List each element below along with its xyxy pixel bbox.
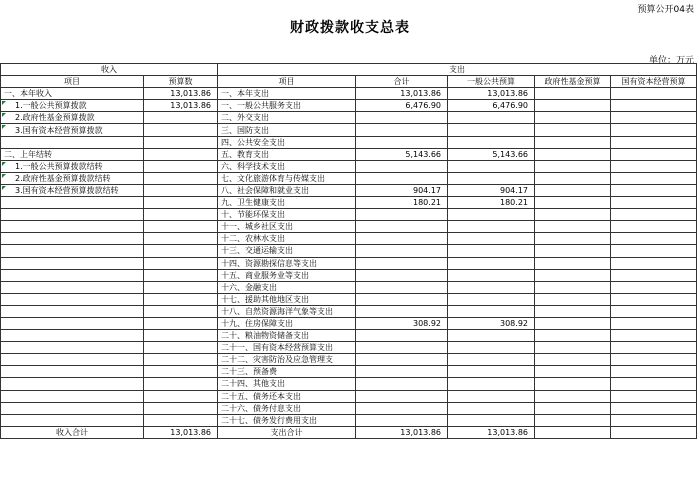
income-item-cell <box>1 402 144 414</box>
state-capital-cell <box>611 305 697 317</box>
state-capital-cell <box>611 136 697 148</box>
general-budget-cell <box>448 112 535 124</box>
income-item-cell: 3.国有资本经营预算拨款结转 <box>1 184 144 196</box>
fund-budget-cell <box>535 209 611 221</box>
state-capital-cell <box>611 414 697 426</box>
state-capital-cell <box>611 148 697 160</box>
income-budget-cell <box>144 160 218 172</box>
general-budget-cell: 5,143.66 <box>448 148 535 160</box>
total-cell <box>356 124 448 136</box>
income-item-cell <box>1 136 144 148</box>
table-row <box>1 342 697 354</box>
income-budget-cell <box>144 342 218 354</box>
income-budget-cell <box>144 136 218 148</box>
fund-budget-cell <box>535 160 611 172</box>
income-budget-cell <box>144 233 218 245</box>
expense-item-cell: 二十六、债务付息支出 <box>218 402 356 414</box>
income-item-cell <box>1 293 144 305</box>
expense-item-cell: 二十一、国有资本经营预算支出 <box>218 342 356 354</box>
general-budget-cell: 904.17 <box>448 184 535 196</box>
state-capital-cell <box>611 317 697 329</box>
general-budget-cell: 308.92 <box>448 317 535 329</box>
state-capital-cell <box>611 257 697 269</box>
general-budget-cell <box>448 257 535 269</box>
general-budget-cell <box>448 330 535 342</box>
income-item-cell: 2.政府性基金预算拨款 <box>1 112 144 124</box>
total-row <box>1 426 697 438</box>
total-cell: 5,143.66 <box>356 148 448 160</box>
fund-budget-cell <box>535 136 611 148</box>
table-row <box>1 402 697 414</box>
table-row <box>1 281 697 293</box>
general-budget-cell <box>448 221 535 233</box>
income-item-header: 项目 <box>1 76 144 88</box>
income-group-header: 收入 <box>1 64 218 76</box>
general-budget-cell: 6,476.90 <box>448 100 535 112</box>
expense-item-cell: 二十五、债务还本支出 <box>218 390 356 402</box>
expense-item-cell: 二十、粮油物资储备支出 <box>218 330 356 342</box>
fund-budget-cell <box>535 245 611 257</box>
general-budget-cell <box>448 378 535 390</box>
income-budget-cell <box>144 330 218 342</box>
total-cell: 13,013.86 <box>356 88 448 100</box>
fund-budget-cell <box>535 197 611 209</box>
fund-budget-cell <box>535 124 611 136</box>
income-item-cell <box>1 281 144 293</box>
state-capital-cell <box>611 209 697 221</box>
expense-item-cell: 十四、资源勘探信息等支出 <box>218 257 356 269</box>
fund-budget-cell <box>535 293 611 305</box>
expense-item-cell: 十、节能环保支出 <box>218 209 356 221</box>
expense-item-cell: 十一、城乡社区支出 <box>218 221 356 233</box>
total-cell: 904.17 <box>356 184 448 196</box>
general-budget-cell <box>448 160 535 172</box>
total-cell <box>356 342 448 354</box>
income-budget-cell <box>144 366 218 378</box>
state-capital-cell <box>611 330 697 342</box>
table-row <box>1 100 697 112</box>
state-capital-header: 国有资本经营预算 <box>611 76 697 88</box>
expense-item-cell: 十三、交通运输支出 <box>218 245 356 257</box>
income-item-cell <box>1 414 144 426</box>
state-capital-cell <box>611 402 697 414</box>
fund-budget-cell <box>535 366 611 378</box>
income-item-cell: 二、上年结转 <box>1 148 144 160</box>
unit-label: 单位：万元 <box>648 56 694 66</box>
fund-budget-cell <box>535 233 611 245</box>
state-capital-cell <box>611 378 697 390</box>
income-budget-cell <box>144 390 218 402</box>
general-budget-cell <box>448 209 535 221</box>
table-row <box>1 209 697 221</box>
fund-budget-cell <box>535 88 611 100</box>
income-item-cell <box>1 269 144 281</box>
state-capital-cell <box>611 281 697 293</box>
income-item-cell <box>1 342 144 354</box>
table-row <box>1 330 697 342</box>
income-item-cell <box>1 354 144 366</box>
general-budget-cell <box>448 293 535 305</box>
table-row <box>1 245 697 257</box>
state-capital-cell <box>611 100 697 112</box>
fund-budget-cell <box>535 342 611 354</box>
general-budget-cell: 13,013.86 <box>448 88 535 100</box>
state-capital-cell <box>611 366 697 378</box>
state-capital-cell <box>611 342 697 354</box>
income-budget-cell <box>144 354 218 366</box>
total-cell <box>356 245 448 257</box>
total-cell <box>356 330 448 342</box>
income-item-cell <box>1 233 144 245</box>
expense-item-cell: 十八、自然资源海洋气象等支出 <box>218 305 356 317</box>
expense-total-label: 支出合计 <box>218 426 356 438</box>
state-capital-cell <box>611 88 697 100</box>
table-row <box>1 160 697 172</box>
fund-budget-cell <box>535 112 611 124</box>
income-budget-cell <box>144 281 218 293</box>
table-row <box>1 112 697 124</box>
income-budget-cell <box>144 378 218 390</box>
income-budget-cell <box>144 172 218 184</box>
total-cell <box>356 402 448 414</box>
income-budget-cell <box>144 293 218 305</box>
total-cell <box>356 281 448 293</box>
total-cell: 6,476.90 <box>356 100 448 112</box>
income-item-cell <box>1 378 144 390</box>
expense-item-cell: 一、一般公共服务支出 <box>218 100 356 112</box>
page-title: 财政拨款收支总表 <box>290 20 410 36</box>
income-budget-cell <box>144 112 218 124</box>
expense-item-cell: 一、本年支出 <box>218 88 356 100</box>
income-item-cell: 1.一般公共预算拨款 <box>1 100 144 112</box>
income-item-cell <box>1 305 144 317</box>
table-row <box>1 184 697 196</box>
expense-item-cell: 十五、商业服务业等支出 <box>218 269 356 281</box>
form-code: 预算公开04表 <box>637 5 694 15</box>
fund-budget-header: 政府性基金预算 <box>535 76 611 88</box>
income-budget-cell <box>144 148 218 160</box>
table-row <box>1 148 697 160</box>
total-cell <box>356 160 448 172</box>
general-budget-cell <box>448 354 535 366</box>
fund-total-value <box>535 426 611 438</box>
total-cell <box>356 414 448 426</box>
income-budget-cell <box>144 221 218 233</box>
income-item-cell <box>1 330 144 342</box>
total-cell <box>356 112 448 124</box>
table-row <box>1 221 697 233</box>
fund-budget-cell <box>535 184 611 196</box>
total-cell: 308.92 <box>356 317 448 329</box>
budget-table <box>0 63 697 439</box>
state-capital-cell <box>611 160 697 172</box>
fund-budget-cell <box>535 390 611 402</box>
general-budget-cell <box>448 366 535 378</box>
income-item-cell <box>1 317 144 329</box>
general-budget-cell <box>448 414 535 426</box>
state-capital-cell <box>611 197 697 209</box>
fund-budget-cell <box>535 257 611 269</box>
total-cell <box>356 366 448 378</box>
income-budget-cell <box>144 269 218 281</box>
general-budget-cell <box>448 281 535 293</box>
expense-group-header: 支出 <box>218 64 697 76</box>
income-budget-cell <box>144 317 218 329</box>
fund-budget-cell <box>535 305 611 317</box>
expense-item-cell: 三、国防支出 <box>218 124 356 136</box>
state-capital-cell <box>611 354 697 366</box>
table-row <box>1 390 697 402</box>
general-budget-cell: 180.21 <box>448 197 535 209</box>
expense-item-cell: 五、教育支出 <box>218 148 356 160</box>
state-capital-cell <box>611 172 697 184</box>
fund-budget-cell <box>535 148 611 160</box>
total-cell <box>356 390 448 402</box>
state-capital-cell <box>611 221 697 233</box>
expense-item-cell: 八、社会保障和就业支出 <box>218 184 356 196</box>
general-total-value: 13,013.86 <box>448 426 535 438</box>
table-row <box>1 269 697 281</box>
expense-item-cell: 九、卫生健康支出 <box>218 197 356 209</box>
income-total-label: 收入合计 <box>1 426 144 438</box>
income-item-cell: 一、本年收入 <box>1 88 144 100</box>
expense-item-header: 项目 <box>218 76 356 88</box>
total-cell <box>356 378 448 390</box>
general-budget-cell <box>448 136 535 148</box>
fund-budget-cell <box>535 330 611 342</box>
income-budget-cell <box>144 197 218 209</box>
general-budget-header: 一般公共预算 <box>448 76 535 88</box>
income-item-cell <box>1 257 144 269</box>
income-item-cell <box>1 209 144 221</box>
expense-item-cell: 二十二、灾害防治及应急管理支 <box>218 354 356 366</box>
state-capital-cell <box>611 390 697 402</box>
income-item-cell: 2.政府性基金预算拨款结转 <box>1 172 144 184</box>
income-item-cell <box>1 221 144 233</box>
income-budget-cell <box>144 245 218 257</box>
fund-budget-cell <box>535 317 611 329</box>
general-budget-cell <box>448 269 535 281</box>
table-row <box>1 378 697 390</box>
income-budget-cell <box>144 184 218 196</box>
total-cell <box>356 233 448 245</box>
expense-item-cell: 十九、住房保障支出 <box>218 317 356 329</box>
state-capital-cell <box>611 124 697 136</box>
state-capital-cell <box>611 233 697 245</box>
table-row <box>1 305 697 317</box>
table-row <box>1 88 697 100</box>
total-cell <box>356 172 448 184</box>
table-row <box>1 197 697 209</box>
state-capital-cell <box>611 112 697 124</box>
income-item-cell <box>1 366 144 378</box>
general-budget-cell <box>448 124 535 136</box>
table-row <box>1 414 697 426</box>
income-budget-cell <box>144 124 218 136</box>
income-item-cell: 1.一般公共预算拨款结转 <box>1 160 144 172</box>
expense-item-cell: 二十三、预备费 <box>218 366 356 378</box>
state-capital-cell <box>611 269 697 281</box>
fund-budget-cell <box>535 354 611 366</box>
table-row <box>1 366 697 378</box>
income-budget-cell: 13,013.86 <box>144 100 218 112</box>
total-cell <box>356 293 448 305</box>
expense-item-cell: 二十四、其他支出 <box>218 378 356 390</box>
fund-budget-cell <box>535 221 611 233</box>
expense-item-cell: 十七、援助其他地区支出 <box>218 293 356 305</box>
expense-item-cell: 十六、金融支出 <box>218 281 356 293</box>
fund-budget-cell <box>535 402 611 414</box>
income-total-value: 13,013.86 <box>144 426 218 438</box>
table-row <box>1 136 697 148</box>
income-budget-header: 预算数 <box>144 76 218 88</box>
total-header: 合计 <box>356 76 448 88</box>
expense-item-cell: 四、公共安全支出 <box>218 136 356 148</box>
table-row <box>1 354 697 366</box>
fund-budget-cell <box>535 269 611 281</box>
table-row <box>1 293 697 305</box>
table-row <box>1 233 697 245</box>
expense-item-cell: 十二、农林水支出 <box>218 233 356 245</box>
fund-budget-cell <box>535 172 611 184</box>
fund-budget-cell <box>535 378 611 390</box>
total-cell: 180.21 <box>356 197 448 209</box>
fund-budget-cell <box>535 100 611 112</box>
income-item-cell <box>1 390 144 402</box>
total-cell <box>356 209 448 221</box>
total-cell <box>356 269 448 281</box>
table-row <box>1 124 697 136</box>
income-budget-cell <box>144 414 218 426</box>
general-budget-cell <box>448 245 535 257</box>
group-header-row <box>1 64 697 76</box>
column-header-row <box>1 76 697 88</box>
table-row <box>1 317 697 329</box>
state-capital-cell <box>611 184 697 196</box>
fund-budget-cell <box>535 414 611 426</box>
expense-item-cell: 七、文化旅游体育与传媒支出 <box>218 172 356 184</box>
state-capital-cell <box>611 245 697 257</box>
total-cell <box>356 305 448 317</box>
table-row <box>1 172 697 184</box>
total-cell <box>356 257 448 269</box>
general-budget-cell <box>448 342 535 354</box>
income-item-cell <box>1 197 144 209</box>
general-budget-cell <box>448 233 535 245</box>
income-budget-cell <box>144 305 218 317</box>
income-budget-cell: 13,013.86 <box>144 88 218 100</box>
expense-item-cell: 二、外交支出 <box>218 112 356 124</box>
general-budget-cell <box>448 172 535 184</box>
table-row <box>1 257 697 269</box>
state-total-value <box>611 426 697 438</box>
total-cell <box>356 221 448 233</box>
expense-item-cell: 六、科学技术支出 <box>218 160 356 172</box>
state-capital-cell <box>611 293 697 305</box>
fund-budget-cell <box>535 281 611 293</box>
expense-item-cell: 二十七、债务发行费用支出 <box>218 414 356 426</box>
income-budget-cell <box>144 257 218 269</box>
income-budget-cell <box>144 209 218 221</box>
income-budget-cell <box>144 402 218 414</box>
general-budget-cell <box>448 402 535 414</box>
income-item-cell <box>1 245 144 257</box>
total-cell <box>356 136 448 148</box>
income-item-cell: 3.国有资本经营预算拨款 <box>1 124 144 136</box>
total-cell <box>356 354 448 366</box>
expense-total-value: 13,013.86 <box>356 426 448 438</box>
general-budget-cell <box>448 390 535 402</box>
general-budget-cell <box>448 305 535 317</box>
